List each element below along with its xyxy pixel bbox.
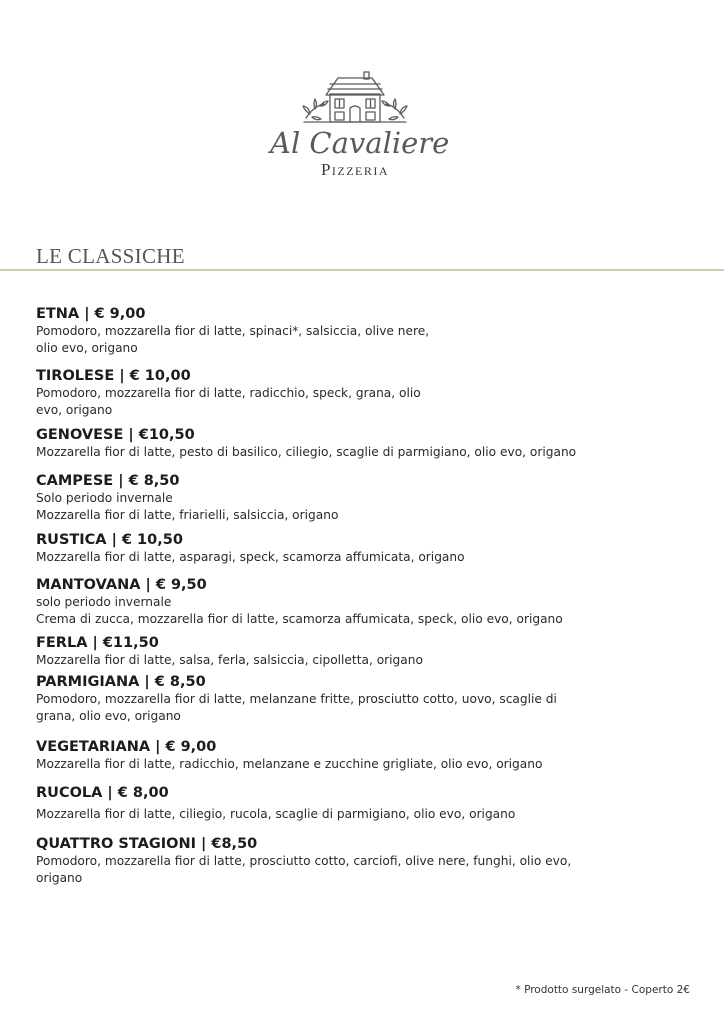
item-desc-line: Mozzarella fior di latte, ciliegio, rucola, scaglie di parmigiano, olio evo, origano — [36, 807, 516, 821]
item-title: CAMPESE | € 8,50 — [36, 473, 180, 489]
menu-item-quattro-stagioni — [36, 835, 571, 886]
menu-item-tirolese — [36, 367, 421, 418]
item-desc-line: Mozzarella fior di latte, pesto di basilico, ciliegio, scaglie di parmigiano, olio evo, origano — [36, 445, 577, 459]
item-desc-line: grana, olio evo, origano — [36, 708, 181, 723]
item-desc-line: Crema di zucca, mozzarella fior di latte, scamorza affumicata, speck, olio evo, origano — [36, 611, 563, 626]
item-desc-line: Mozzarella fior di latte, asparagi, speck, scamorza affumicata, origano — [36, 550, 465, 564]
item-title: MANTOVANA | € 9,50 — [36, 577, 207, 593]
item-desc-line: Mozzarella fior di latte, radicchio, melanzane e zucchine grigliate, olio evo, origano — [36, 757, 543, 771]
item-title: GENOVESE | €10,50 — [36, 427, 195, 443]
item-desc-line: origano — [36, 870, 83, 885]
item-title: RUCOLA | € 8,00 — [36, 785, 169, 801]
item-desc-line: Pomodoro, mozzarella fior di latte, prosciutto cotto, carciofi, olive nere, funghi, olio evo, — [36, 854, 572, 868]
item-desc-line: Mozzarella fior di latte, salsa, ferla, salsiccia, cipolletta, origano — [36, 653, 423, 667]
section-title: LE CLASSICHE — [36, 244, 185, 268]
item-desc-line: olio evo, origano — [36, 340, 138, 355]
footnote: * Prodotto surgelato - Coperto 2€ — [515, 984, 690, 996]
house-with-olive-branches-icon — [300, 70, 410, 126]
item-title: FERLA | €11,50 — [36, 635, 159, 651]
menu-item-genovese — [36, 426, 576, 461]
brand-subtitle: Pizzeria — [320, 160, 390, 179]
section-divider — [0, 269, 724, 271]
menu-item-campese — [36, 472, 338, 523]
item-title: QUATTRO STAGIONI | €8,50 — [36, 836, 258, 852]
menu-item-ferla — [36, 634, 423, 669]
item-desc-line: Pomodoro, mozzarella fior di latte, spinaci*, salsiccia, olive nere, — [36, 324, 430, 338]
brand-name: Al Cavaliere — [270, 126, 450, 160]
menu-item-vegetariana — [36, 738, 542, 773]
item-desc-line: evo, origano — [36, 402, 113, 417]
menu-item-rustica — [36, 531, 465, 566]
item-note: solo periodo invernale — [36, 595, 172, 609]
brand-logo — [270, 70, 450, 180]
item-title: TIROLESE | € 10,00 — [36, 368, 191, 384]
menu-item-rucola — [36, 784, 515, 823]
menu-item-mantovana — [36, 576, 563, 627]
item-desc-line: Pomodoro, mozzarella fior di latte, radicchio, speck, grana, olio — [36, 386, 421, 400]
menu-item-parmigiana — [36, 673, 557, 724]
menu-item-etna — [36, 305, 429, 356]
item-title: VEGETARIANA | € 9,00 — [36, 739, 217, 755]
item-title: RUSTICA | € 10,50 — [36, 532, 183, 548]
item-desc-line: Pomodoro, mozzarella fior di latte, melanzane fritte, prosciutto cotto, uovo, scaglie di — [36, 692, 557, 706]
item-title: PARMIGIANA | € 8,50 — [36, 674, 206, 690]
item-desc-line: Mozzarella fior di latte, friarielli, salsiccia, origano — [36, 507, 339, 522]
item-title: ETNA | € 9,00 — [36, 306, 146, 322]
item-note: Solo periodo invernale — [36, 491, 173, 505]
